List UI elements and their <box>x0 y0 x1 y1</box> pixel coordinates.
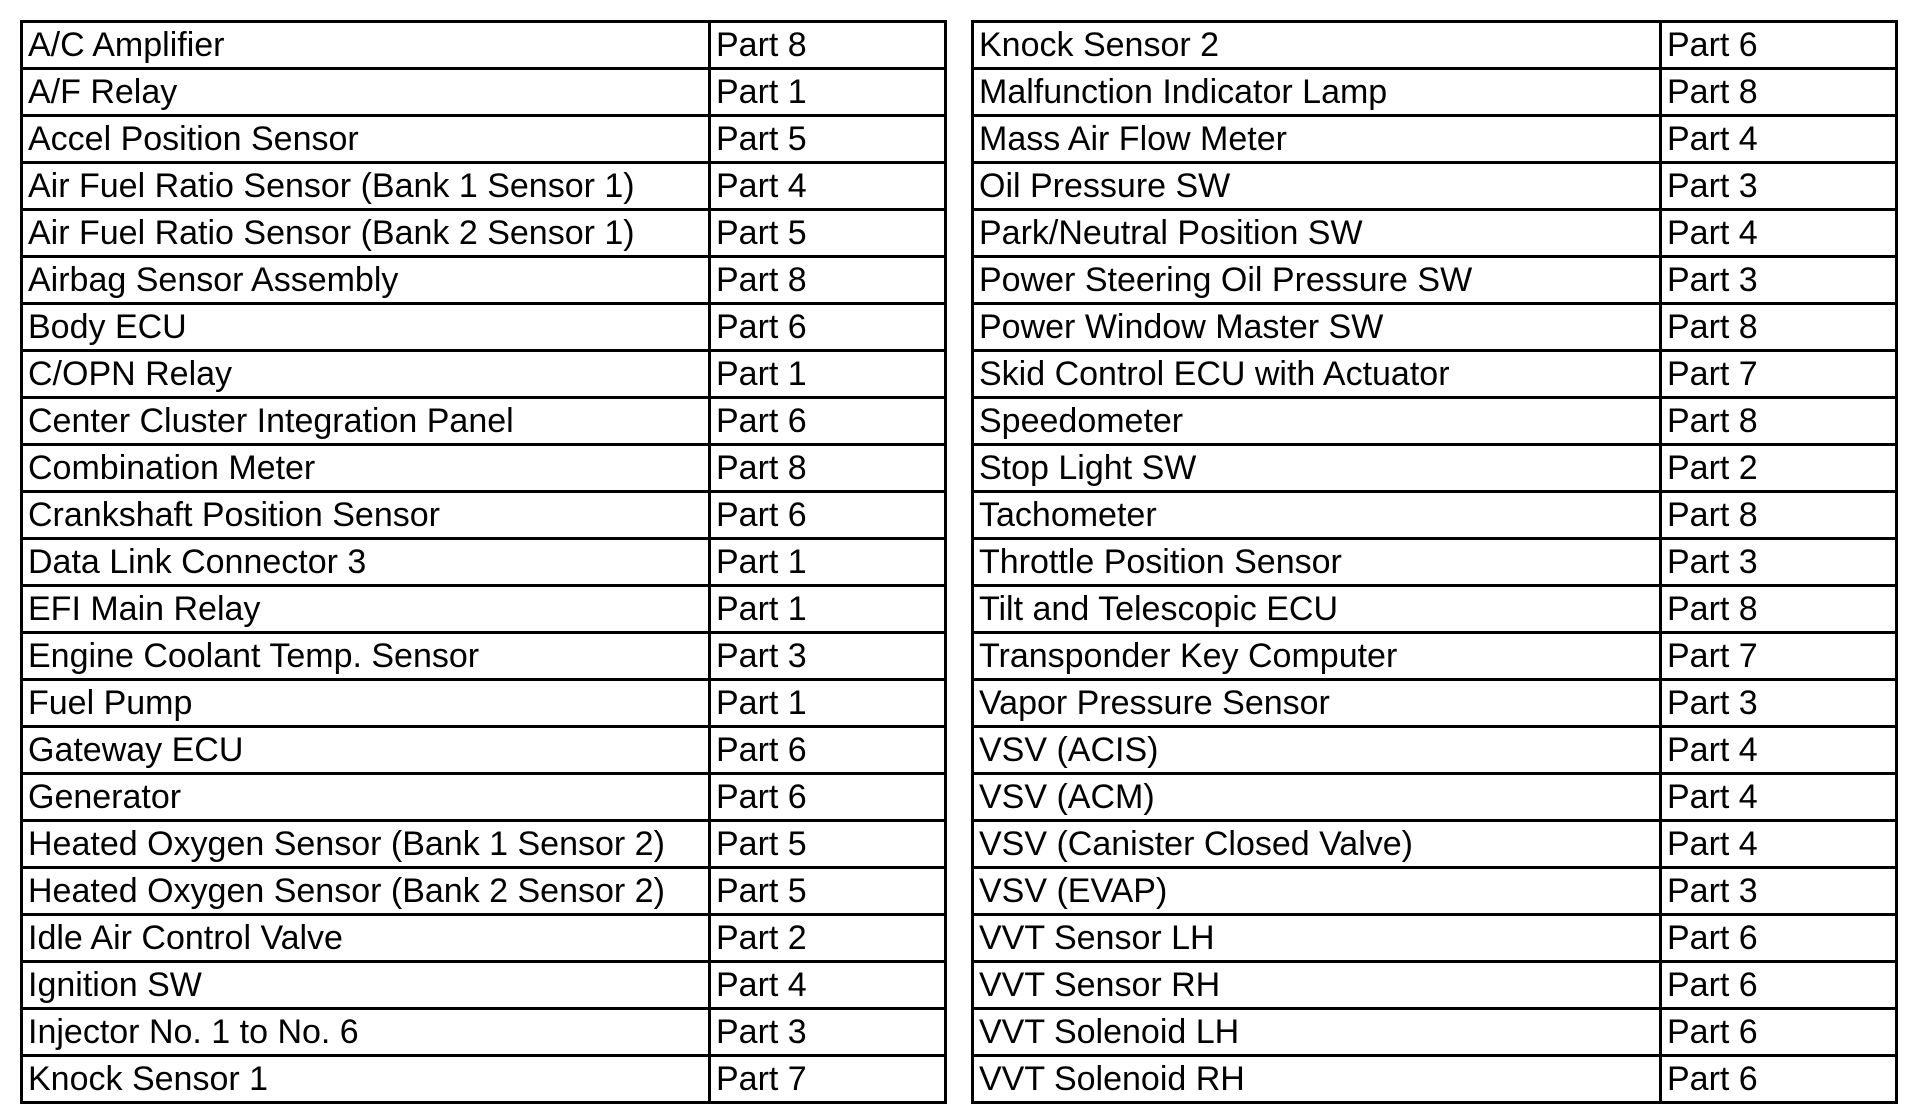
component-part: Part 4 <box>1661 210 1897 257</box>
component-part: Part 3 <box>1661 163 1897 210</box>
component-name: Knock Sensor 2 <box>973 22 1661 69</box>
component-name: VSV (ACIS) <box>973 727 1661 774</box>
component-part: Part 8 <box>1661 492 1897 539</box>
component-part: Part 6 <box>1661 22 1897 69</box>
component-part: Part 3 <box>710 1009 946 1056</box>
component-name: EFI Main Relay <box>22 586 710 633</box>
table-row <box>973 915 1897 962</box>
component-name: Engine Coolant Temp. Sensor <box>22 633 710 680</box>
right-index-table <box>971 20 1898 1104</box>
right-index-body <box>973 22 1897 1103</box>
component-name: Air Fuel Ratio Sensor (Bank 1 Sensor 1) <box>22 163 710 210</box>
component-name: Data Link Connector 3 <box>22 539 710 586</box>
component-name: Mass Air Flow Meter <box>973 116 1661 163</box>
component-part: Part 6 <box>1661 1009 1897 1056</box>
component-name: Tilt and Telescopic ECU <box>973 586 1661 633</box>
left-index-body <box>22 22 946 1103</box>
component-name: Accel Position Sensor <box>22 116 710 163</box>
table-row <box>22 1056 946 1103</box>
component-name: VVT Sensor RH <box>973 962 1661 1009</box>
table-row <box>22 586 946 633</box>
table-row <box>973 116 1897 163</box>
table-row <box>973 774 1897 821</box>
table-row <box>22 351 946 398</box>
component-part: Part 3 <box>1661 539 1897 586</box>
component-index <box>20 20 1898 1104</box>
table-row <box>22 492 946 539</box>
table-row <box>22 163 946 210</box>
table-row <box>973 633 1897 680</box>
table-row <box>973 351 1897 398</box>
component-name: VSV (EVAP) <box>973 868 1661 915</box>
component-part: Part 5 <box>710 116 946 163</box>
component-name: Speedometer <box>973 398 1661 445</box>
table-row <box>22 727 946 774</box>
table-row <box>22 1009 946 1056</box>
component-part: Part 6 <box>710 727 946 774</box>
component-name: Combination Meter <box>22 445 710 492</box>
component-name: VSV (Canister Closed Valve) <box>973 821 1661 868</box>
component-name: Body ECU <box>22 304 710 351</box>
component-part: Part 4 <box>1661 821 1897 868</box>
table-row <box>973 539 1897 586</box>
component-part: Part 8 <box>710 257 946 304</box>
component-part: Part 1 <box>710 586 946 633</box>
component-name: Tachometer <box>973 492 1661 539</box>
component-name: Park/Neutral Position SW <box>973 210 1661 257</box>
component-name: Power Steering Oil Pressure SW <box>973 257 1661 304</box>
component-part: Part 6 <box>710 398 946 445</box>
table-row <box>22 868 946 915</box>
table-row <box>973 257 1897 304</box>
component-name: Ignition SW <box>22 962 710 1009</box>
table-row <box>22 22 946 69</box>
table-row <box>22 304 946 351</box>
table-row <box>973 492 1897 539</box>
component-name: Oil Pressure SW <box>973 163 1661 210</box>
table-row <box>973 398 1897 445</box>
table-row <box>22 69 946 116</box>
table-row <box>973 962 1897 1009</box>
component-part: Part 6 <box>710 492 946 539</box>
table-row <box>22 445 946 492</box>
component-part: Part 3 <box>710 633 946 680</box>
component-part: Part 8 <box>1661 304 1897 351</box>
table-row <box>22 962 946 1009</box>
component-name: A/C Amplifier <box>22 22 710 69</box>
component-name: Airbag Sensor Assembly <box>22 257 710 304</box>
table-row <box>22 821 946 868</box>
component-name: Knock Sensor 1 <box>22 1056 710 1103</box>
table-row <box>973 69 1897 116</box>
component-part: Part 8 <box>1661 398 1897 445</box>
component-part: Part 5 <box>710 821 946 868</box>
table-row <box>22 633 946 680</box>
table-row <box>22 116 946 163</box>
table-row <box>22 398 946 445</box>
component-part: Part 4 <box>1661 116 1897 163</box>
component-name: Air Fuel Ratio Sensor (Bank 2 Sensor 1) <box>22 210 710 257</box>
component-name: Generator <box>22 774 710 821</box>
table-row <box>973 304 1897 351</box>
component-part: Part 6 <box>1661 962 1897 1009</box>
component-part: Part 2 <box>710 915 946 962</box>
component-part: Part 5 <box>710 210 946 257</box>
component-part: Part 7 <box>1661 633 1897 680</box>
table-row <box>973 868 1897 915</box>
component-name: C/OPN Relay <box>22 351 710 398</box>
component-part: Part 1 <box>710 69 946 116</box>
table-row <box>22 680 946 727</box>
component-name: Idle Air Control Valve <box>22 915 710 962</box>
table-row <box>973 680 1897 727</box>
left-index-table <box>20 20 947 1104</box>
component-name: VVT Solenoid RH <box>973 1056 1661 1103</box>
component-part: Part 4 <box>1661 727 1897 774</box>
table-row <box>973 445 1897 492</box>
table-row <box>973 210 1897 257</box>
component-part: Part 8 <box>710 22 946 69</box>
component-name: Crankshaft Position Sensor <box>22 492 710 539</box>
component-name: Throttle Position Sensor <box>973 539 1661 586</box>
component-part: Part 7 <box>710 1056 946 1103</box>
table-row <box>973 727 1897 774</box>
table-row <box>973 22 1897 69</box>
component-name: Vapor Pressure Sensor <box>973 680 1661 727</box>
component-name: Injector No. 1 to No. 6 <box>22 1009 710 1056</box>
component-name: Transponder Key Computer <box>973 633 1661 680</box>
component-part: Part 2 <box>1661 445 1897 492</box>
component-name: VSV (ACM) <box>973 774 1661 821</box>
component-part: Part 4 <box>710 163 946 210</box>
component-part: Part 6 <box>710 774 946 821</box>
component-name: Skid Control ECU with Actuator <box>973 351 1661 398</box>
component-part: Part 5 <box>710 868 946 915</box>
component-name: Power Window Master SW <box>973 304 1661 351</box>
table-row <box>973 1009 1897 1056</box>
component-part: Part 7 <box>1661 351 1897 398</box>
table-row <box>22 774 946 821</box>
component-part: Part 8 <box>1661 586 1897 633</box>
component-name: Heated Oxygen Sensor (Bank 2 Sensor 2) <box>22 868 710 915</box>
component-name: Heated Oxygen Sensor (Bank 1 Sensor 2) <box>22 821 710 868</box>
table-row <box>22 210 946 257</box>
component-part: Part 4 <box>1661 774 1897 821</box>
component-part: Part 8 <box>1661 69 1897 116</box>
component-part: Part 3 <box>1661 257 1897 304</box>
component-name: Fuel Pump <box>22 680 710 727</box>
table-row <box>22 539 946 586</box>
table-row <box>973 586 1897 633</box>
table-row <box>22 915 946 962</box>
component-name: Gateway ECU <box>22 727 710 774</box>
table-row <box>973 1056 1897 1103</box>
component-name: A/F Relay <box>22 69 710 116</box>
component-part: Part 6 <box>710 304 946 351</box>
component-part: Part 1 <box>710 351 946 398</box>
table-row <box>22 257 946 304</box>
table-row <box>973 163 1897 210</box>
component-part: Part 6 <box>1661 1056 1897 1103</box>
component-name: Center Cluster Integration Panel <box>22 398 710 445</box>
component-part: Part 6 <box>1661 915 1897 962</box>
component-name: VVT Sensor LH <box>973 915 1661 962</box>
component-part: Part 1 <box>710 539 946 586</box>
component-part: Part 8 <box>710 445 946 492</box>
component-name: Stop Light SW <box>973 445 1661 492</box>
component-part: Part 3 <box>1661 680 1897 727</box>
component-name: Malfunction Indicator Lamp <box>973 69 1661 116</box>
component-part: Part 4 <box>710 962 946 1009</box>
component-part: Part 3 <box>1661 868 1897 915</box>
component-name: VVT Solenoid LH <box>973 1009 1661 1056</box>
component-part: Part 1 <box>710 680 946 727</box>
table-row <box>973 821 1897 868</box>
